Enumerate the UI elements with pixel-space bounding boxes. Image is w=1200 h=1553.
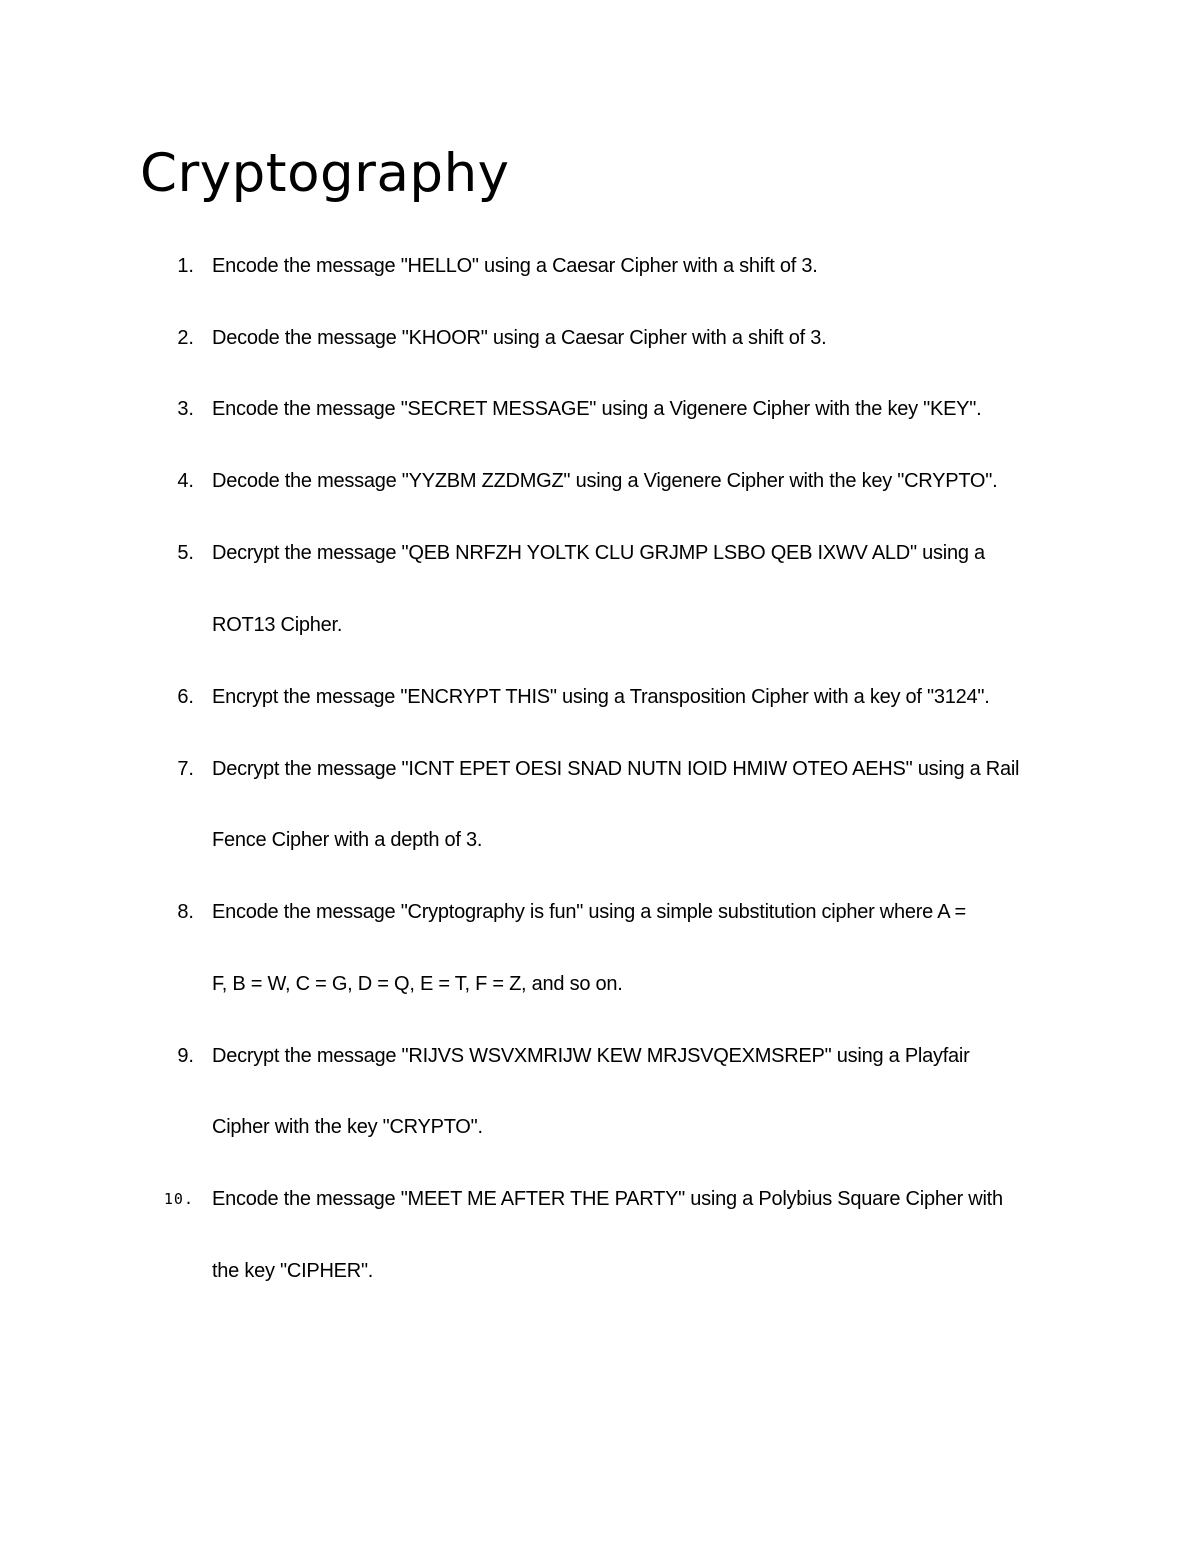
item-text: Encode the message "Cryptography is fun" using a simple substitution cipher where A = xyxy=(212,901,966,923)
item-text: Decrypt the message "RIJVS WSVXMRIJW KEW MRJSVQEXMSREP" using a Playfair xyxy=(212,1045,970,1067)
item-number: 5. xyxy=(177,542,194,564)
item-number: 4. xyxy=(177,470,194,492)
item-number: 6. xyxy=(177,686,194,708)
item-number: 8. xyxy=(177,901,194,923)
item-text-continued: ROT13 Cipher. xyxy=(212,614,343,636)
item-number: 1. xyxy=(177,255,194,277)
item-text: Decode the message "YYZBM ZZDMGZ" using a Vigenere Cipher with the key "CRYPTO". xyxy=(212,470,998,492)
item-number: 7. xyxy=(177,758,194,780)
item-text-continued: Cipher with the key "CRYPTO". xyxy=(212,1116,483,1138)
item-text-continued: Fence Cipher with a depth of 3. xyxy=(212,829,483,851)
item-number: 9. xyxy=(177,1045,194,1067)
item-text-continued: F, B = W, C = G, D = Q, E = T, F = Z, and so on. xyxy=(212,973,623,995)
item-text: Decrypt the message "QEB NRFZH YOLTK CLU GRJMP LSBO QEB IXWV ALD" using a xyxy=(212,542,985,564)
item-text: Decrypt the message "ICNT EPET OESI SNAD NUTN IOID HMIW OTEO AEHS" using a Rail xyxy=(212,758,1020,780)
item-number: 3. xyxy=(177,398,194,420)
item-number: 10. xyxy=(163,1190,194,1208)
item-text: Encode the message "SECRET MESSAGE" using a Vigenere Cipher with the key "KEY". xyxy=(212,398,982,420)
item-text-continued: the key "CIPHER". xyxy=(212,1260,374,1282)
item-text: Encrypt the message "ENCRYPT THIS" using a Transposition Cipher with a key of "3124". xyxy=(212,686,990,708)
item-number: 2. xyxy=(177,327,194,349)
page-title: Cryptography xyxy=(140,143,510,204)
item-text: Encode the message "HELLO" using a Caesar Cipher with a shift of 3. xyxy=(212,255,818,277)
item-text: Decode the message "KHOOR" using a Caesar Cipher with a shift of 3. xyxy=(212,327,827,349)
item-text: Encode the message "MEET ME AFTER THE PARTY" using a Polybius Square Cipher with xyxy=(212,1188,1003,1210)
